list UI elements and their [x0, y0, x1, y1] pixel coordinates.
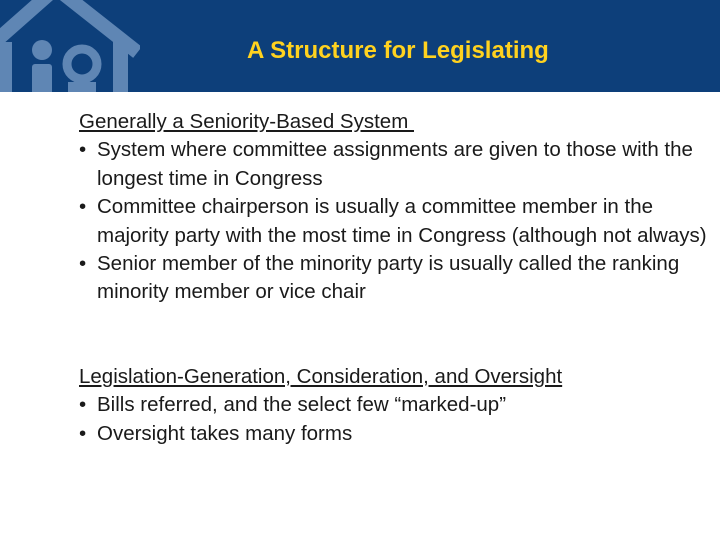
- house-people-logo-icon: [0, 0, 140, 92]
- legislation-section: [79, 363, 709, 448]
- bullet-icon: •: [79, 393, 87, 417]
- bullet-item: [79, 420, 709, 448]
- slide-title: A Structure for Legislating: [247, 37, 549, 64]
- seniority-section: [79, 108, 709, 307]
- bullet-item: [79, 136, 709, 193]
- bullet-icon: •: [79, 138, 87, 162]
- bullet-item: [79, 391, 709, 419]
- bullet-item: [79, 250, 709, 307]
- header-banner: [0, 0, 720, 92]
- legislation-bullet-list: [79, 391, 709, 448]
- bullet-text: Oversight takes many forms: [97, 421, 353, 445]
- section-heading-legislation: Legislation-Generation, Consideration, and Oversight: [79, 364, 563, 388]
- slide-body: [79, 108, 709, 448]
- bullet-text: System where committee assignments are given to those with the longest time in Congress: [97, 138, 693, 190]
- section-spacer: [79, 307, 709, 363]
- section-heading-seniority: Generally a Seniority-Based System: [79, 110, 414, 133]
- bullet-icon: •: [79, 195, 87, 219]
- bullet-icon: •: [79, 421, 87, 445]
- seniority-bullet-list: [79, 136, 709, 306]
- bullet-icon: •: [79, 252, 87, 276]
- bullet-text: Committee chairperson is usually a committee member in the majority party with the most time in Congress (although not always): [97, 195, 707, 247]
- bullet-text: Senior member of the minority party is usually called the ranking minority member or vice chair: [97, 252, 680, 304]
- bullet-item: [79, 193, 709, 250]
- bullet-text: Bills referred, and the select few “marked-up”: [97, 393, 507, 417]
